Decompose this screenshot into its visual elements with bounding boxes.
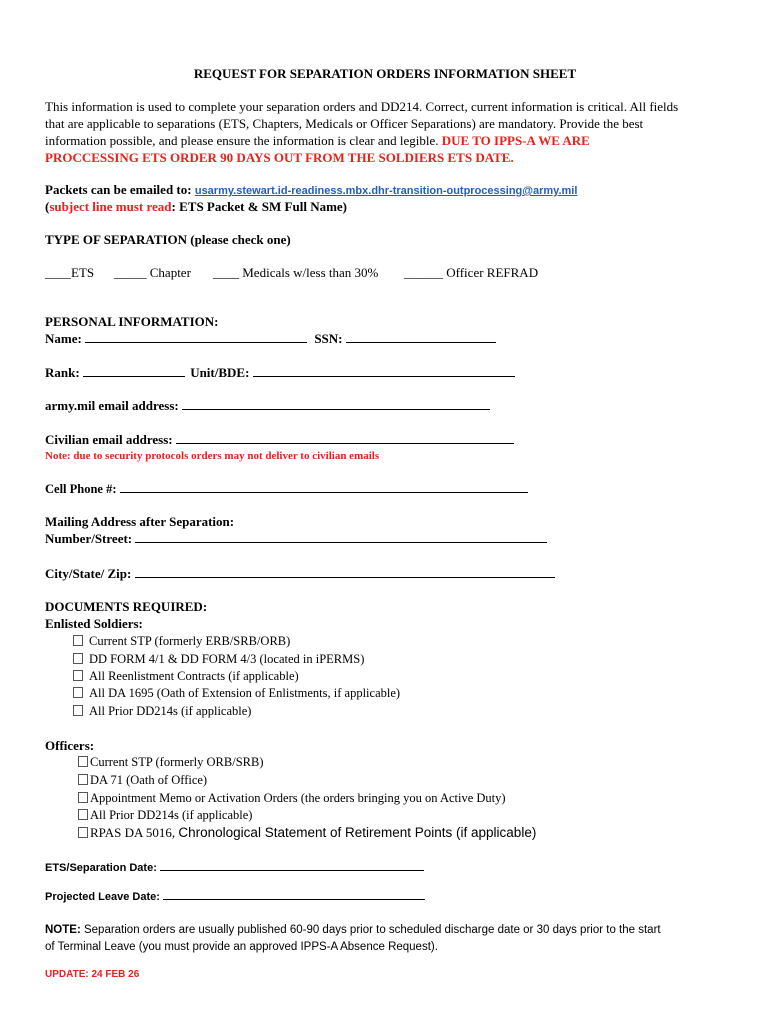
name-label: Name: bbox=[45, 331, 86, 346]
officer-item-label: Current STP (formerly ORB/SRB) bbox=[90, 755, 264, 769]
checkbox-icon[interactable] bbox=[73, 635, 83, 646]
checkbox-icon[interactable] bbox=[78, 792, 88, 803]
documents-heading: DOCUMENTS REQUIRED: bbox=[45, 599, 208, 614]
checkbox-icon[interactable] bbox=[73, 670, 83, 681]
subject-line-label: subject line must read bbox=[49, 199, 172, 214]
unit-label: Unit/BDE: bbox=[190, 365, 253, 380]
ipps-a-notice-cont: PROCCESSING ETS ORDER 90 DAYS OUT FROM THE SOLDIERS ETS DATE. bbox=[45, 150, 514, 165]
enlisted-heading: Enlisted Soldiers: bbox=[45, 616, 143, 631]
enlisted-item-3[interactable] bbox=[73, 669, 299, 684]
cell-phone-row bbox=[45, 481, 528, 497]
ipps-a-notice: DUE TO IPPS-A WE ARE bbox=[441, 133, 590, 148]
note-block bbox=[45, 922, 661, 956]
intro-line-2: that are applicable to separations (ETS, Chapters, Medicals or Officer Separations) are mandatory. Provide the best bbox=[45, 116, 644, 131]
note-line-2: of Terminal Leave (you must provide an approved IPPS-A Absence Request). bbox=[45, 941, 438, 953]
page-title: REQUEST FOR SEPARATION ORDERS INFORMATION SHEET bbox=[193, 66, 577, 81]
enlisted-item-label: All Reenlistment Contracts (if applicable) bbox=[89, 669, 299, 683]
army-email-label: army.mil email address: bbox=[45, 398, 182, 413]
subject-line-instruction bbox=[45, 199, 347, 215]
enlisted-item-label: DD FORM 4/1 & DD FORM 4/3 (located in iPERMS) bbox=[89, 652, 365, 666]
city-row bbox=[45, 566, 555, 582]
checkbox-icon[interactable] bbox=[78, 827, 88, 838]
note-line-1 bbox=[45, 922, 661, 939]
separation-option-ets[interactable]: ____ETS bbox=[45, 265, 95, 280]
enlisted-item-label: All DA 1695 (Oath of Extension of Enlistments, if applicable) bbox=[89, 686, 401, 700]
subject-line-value: : ETS Packet & SM Full Name) bbox=[171, 199, 348, 214]
officer-item-label: DA 71 (Oath of Office) bbox=[90, 773, 208, 787]
subject-open: ( bbox=[45, 199, 50, 214]
ets-date-label: ETS/Separation Date: bbox=[45, 862, 160, 874]
rank-field[interactable] bbox=[83, 365, 185, 377]
city-field[interactable] bbox=[135, 566, 555, 578]
name-row bbox=[45, 331, 496, 347]
intro-line-3-text: information possible, and please ensure the information is clear and legible. bbox=[45, 133, 442, 148]
ets-date-row bbox=[45, 861, 424, 874]
officer-item-label: All Prior DD214s (if applicable) bbox=[90, 808, 253, 822]
civilian-email-note: Note: due to security protocols orders may not deliver to civilian emails bbox=[45, 450, 380, 462]
civilian-email-field[interactable] bbox=[176, 432, 514, 444]
officer-item-2[interactable] bbox=[78, 773, 207, 788]
intro-paragraph bbox=[45, 98, 735, 166]
name-field[interactable] bbox=[85, 331, 307, 343]
enlisted-item-label: All Prior DD214s (if applicable) bbox=[89, 704, 252, 718]
checkbox-icon[interactable] bbox=[78, 809, 88, 820]
intro-line-1: This information is used to complete your separation orders and DD214. Correct, current information is critical. All fields bbox=[45, 99, 679, 114]
personal-heading: PERSONAL INFORMATION: bbox=[45, 314, 219, 329]
officer-item-label-cont: Chronological Statement of Retirement Points (if applicable) bbox=[178, 825, 537, 840]
mailing-heading: Mailing Address after Separation: bbox=[45, 514, 235, 529]
ets-date-field[interactable] bbox=[160, 861, 424, 871]
separation-option-officer-refrad[interactable]: ______ Officer REFRAD bbox=[404, 265, 539, 280]
intro-line-3 bbox=[45, 132, 735, 149]
enlisted-item-1[interactable] bbox=[73, 634, 290, 649]
officer-item-4[interactable] bbox=[78, 808, 252, 823]
army-email-field[interactable] bbox=[182, 398, 490, 410]
rank-row bbox=[45, 365, 515, 381]
officer-item-label: RPAS DA 5016, bbox=[90, 825, 179, 840]
officer-item-5[interactable] bbox=[78, 825, 536, 841]
enlisted-item-label: Current STP (formerly ERB/SRB/ORB) bbox=[89, 634, 291, 648]
note-text: Separation orders are usually published 60-90 days prior to scheduled discharge date or 30 days prior to the start bbox=[80, 924, 661, 936]
enlisted-item-2[interactable] bbox=[73, 652, 364, 667]
street-field[interactable] bbox=[135, 531, 547, 543]
ssn-label: SSN: bbox=[314, 331, 346, 346]
ssn-field[interactable] bbox=[346, 331, 496, 343]
officer-item-1[interactable] bbox=[78, 755, 264, 770]
unit-field[interactable] bbox=[253, 365, 515, 377]
update-date: UPDATE: 24 FEB 26 bbox=[45, 969, 140, 980]
packets-label: Packets can be emailed to: bbox=[45, 182, 195, 197]
leave-date-row bbox=[45, 890, 425, 903]
checkbox-icon[interactable] bbox=[73, 705, 83, 716]
checkbox-icon[interactable] bbox=[73, 687, 83, 698]
separation-heading: TYPE OF SEPARATION (please check one) bbox=[45, 232, 291, 247]
packets-email-link[interactable]: usarmy.stewart.id-readiness.mbx.dhr-transition-outprocessing@army.mil bbox=[194, 185, 578, 197]
enlisted-item-4[interactable] bbox=[73, 686, 400, 701]
enlisted-item-5[interactable] bbox=[73, 704, 251, 719]
street-label: Number/Street: bbox=[45, 531, 136, 546]
separation-option-chapter[interactable]: _____ Chapter bbox=[114, 265, 191, 280]
rank-label: Rank: bbox=[45, 365, 83, 380]
officers-heading: Officers: bbox=[45, 738, 95, 753]
city-label: City/State/ Zip: bbox=[45, 566, 135, 581]
officer-item-3[interactable] bbox=[78, 791, 506, 806]
checkbox-icon[interactable] bbox=[78, 756, 88, 767]
officer-item-label: Appointment Memo or Activation Orders (the orders bringing you on Active Duty) bbox=[90, 791, 506, 805]
note-label: NOTE: bbox=[45, 924, 81, 936]
checkbox-icon[interactable] bbox=[73, 653, 83, 664]
checkbox-icon[interactable] bbox=[78, 774, 88, 785]
cell-phone-field[interactable] bbox=[120, 481, 528, 493]
street-row bbox=[45, 531, 547, 547]
cell-phone-label: Cell Phone #: bbox=[45, 482, 120, 496]
leave-date-field[interactable] bbox=[163, 890, 425, 900]
separation-option-medicals[interactable]: ____ Medicals w/less than 30% bbox=[213, 265, 379, 280]
civilian-email-label: Civilian email address: bbox=[45, 432, 176, 447]
leave-date-label: Projected Leave Date: bbox=[45, 891, 163, 903]
army-email-row bbox=[45, 398, 490, 414]
packets-email-line bbox=[45, 182, 577, 198]
civilian-email-row bbox=[45, 432, 514, 448]
